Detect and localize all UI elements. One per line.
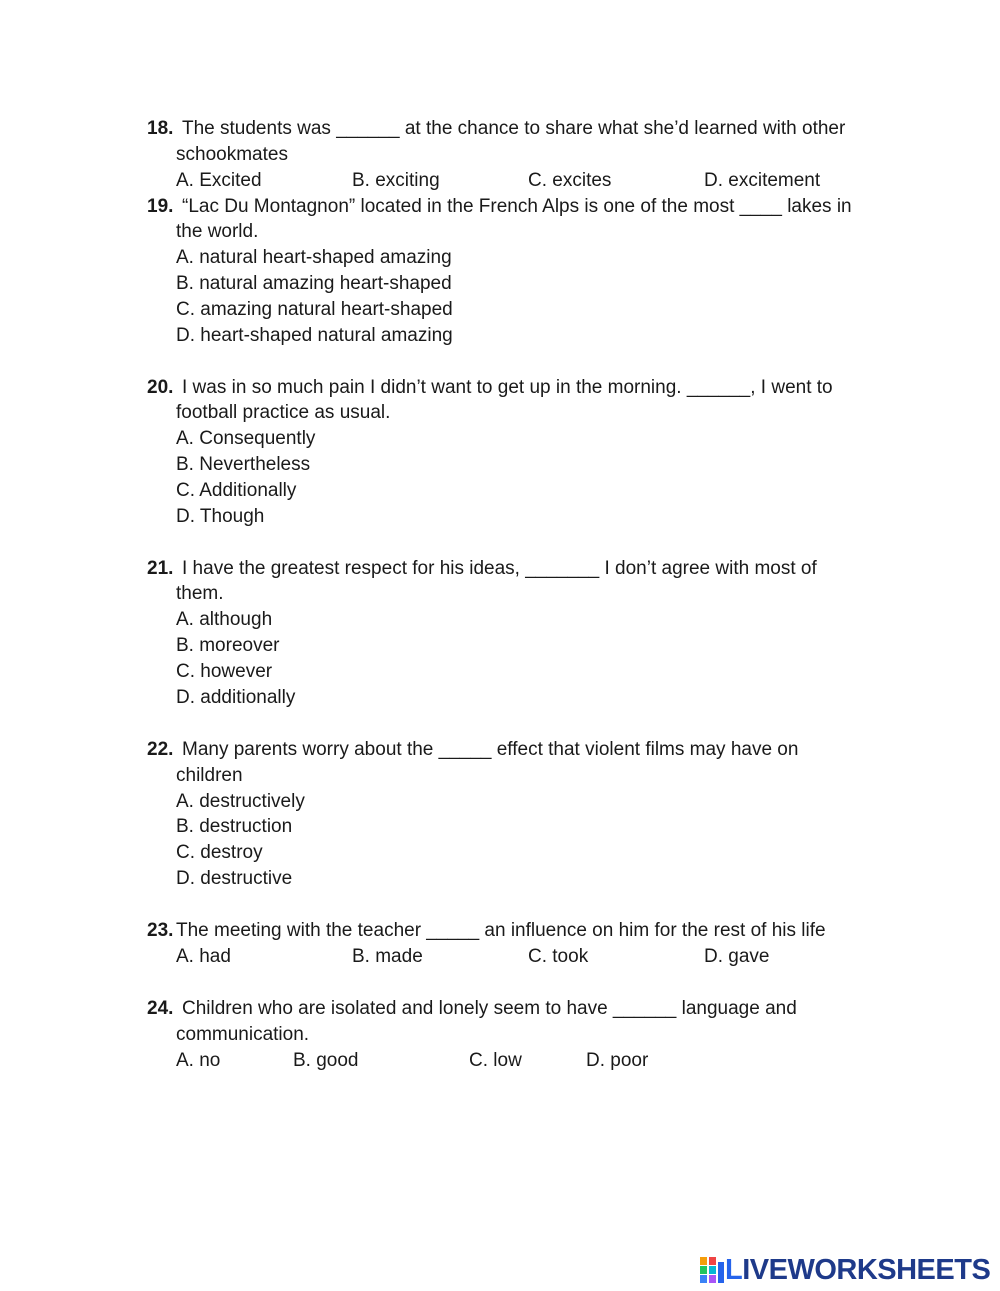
option-c[interactable]: C. Additionally [176,480,297,501]
question-text-cont: the world. [176,221,259,242]
question-number: 20. [147,377,174,398]
option-d[interactable]: D. additionally [176,687,296,708]
brand-name [725,1255,990,1285]
question-text-cont: schookmates [176,144,288,165]
option-d[interactable]: D. gave [704,946,770,967]
option-a[interactable]: A. Excited [176,170,262,191]
option-c[interactable]: C. destroy [176,842,263,863]
question-number: 21. [147,558,174,579]
question-number: 24. [147,998,174,1019]
question-number: 18. [147,118,174,139]
question-text-cont: football practice as usual. [176,402,391,423]
question-text: The meeting with the teacher _____ an influence on him for the rest of his life [176,920,826,941]
brand-rest: IVEWORKSHEETS [742,1254,991,1286]
option-a[interactable]: A. although [176,609,273,630]
option-d[interactable]: D. heart-shaped natural amazing [176,325,453,346]
question-number: 23. [147,920,174,941]
option-a[interactable]: A. had [176,946,231,967]
liveworksheets-logo[interactable] [699,1255,990,1285]
question-number: 19. [147,196,174,217]
option-a[interactable]: A. Consequently [176,428,316,449]
question-text-cont: children [176,765,243,786]
option-b[interactable]: B. Nevertheless [176,454,311,475]
option-d[interactable]: D. destructive [176,868,293,889]
question-text-cont: communication. [176,1024,310,1045]
option-c[interactable]: C. excites [528,170,612,191]
option-a[interactable]: A. destructively [176,791,305,812]
option-b[interactable]: B. natural amazing heart-shaped [176,273,452,294]
option-c[interactable]: C. took [528,946,589,967]
option-b[interactable]: B. good [293,1050,359,1071]
liveworksheets-logo-icon [699,1256,725,1284]
option-c[interactable]: C. low [469,1050,522,1071]
question-number: 22. [147,739,174,760]
option-b[interactable]: B. made [352,946,423,967]
question-text: “Lac Du Montagnon” located in the French Alps is one of the most ____ lakes in [182,196,852,217]
option-b[interactable]: B. exciting [352,170,440,191]
question-text: I was in so much pain I didn’t want to get up in the morning. ______, I went to [182,377,833,398]
option-d[interactable]: D. excitement [704,170,821,191]
brand-initial: L [725,1254,743,1286]
option-b[interactable]: B. destruction [176,816,293,837]
question-text: The students was ______ at the chance to share what she’d learned with other [182,118,846,139]
option-c[interactable]: C. however [176,661,273,682]
question-text-cont: them. [176,583,224,604]
option-a[interactable]: A. natural heart-shaped amazing [176,247,452,268]
option-a[interactable]: A. no [176,1050,221,1071]
question-text: Many parents worry about the _____ effect that violent films may have on [182,739,799,760]
question-text: Children who are isolated and lonely seem to have ______ language and [182,998,797,1019]
option-d[interactable]: D. Though [176,506,265,527]
option-d[interactable]: D. poor [586,1050,649,1071]
option-c[interactable]: C. amazing natural heart-shaped [176,299,453,320]
question-text: I have the greatest respect for his ideas, _______ I don’t agree with most of [182,558,817,579]
option-b[interactable]: B. moreover [176,635,280,656]
